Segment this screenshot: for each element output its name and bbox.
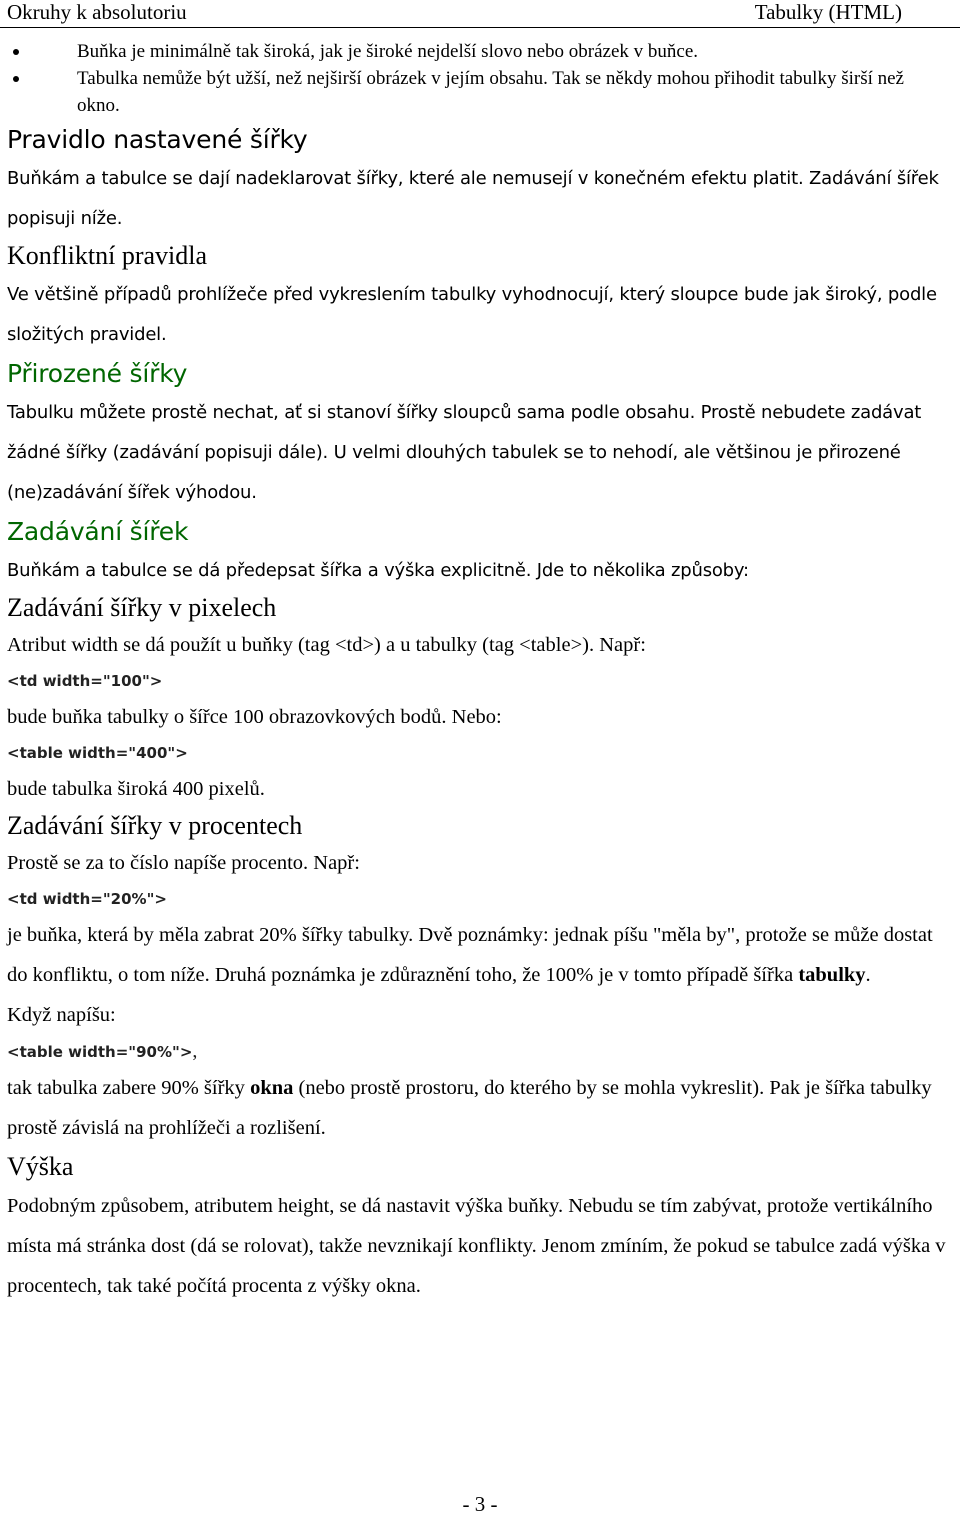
heading-procenta: Zadávání šířky v procentech [7,811,303,840]
page-header [0,0,960,28]
emphasis-okna: okna [250,1077,294,1099]
paragraph-procenta-1: Prostě se za to číslo napíše procento. Např: [7,852,360,874]
heading-vyska: Výška [7,1152,74,1181]
paragraph-procenta-3: Když napíšu: [7,1004,116,1026]
paragraph-procenta-4: tak tabulka zabere 90% šířky okna (nebo prostě prostoru, do kterého by se mohla vykreslit). Pak je šířka tabulky prostě závislá na prohlížeči a rozlišení. [7,1077,932,1139]
bullet-icon [13,49,19,55]
code-snippet-table-400: <table width="400"> [7,744,188,762]
paragraph-procenta-2: je buňka, která by měla zabrat 20% šířky tabulky. Dvě poznámky: jednak píšu "měla by", protože se může dostat do konfliktu, o tom níže. Druhá poznámka je zdůraznění toho, že 100% je v tomto případě šířka tabulky. [7,924,933,986]
bullet-list [7,38,947,119]
header-course-title: Okruhy k absolutoriu [7,0,187,24]
page-content [7,38,947,1306]
bullet-icon [13,76,19,82]
heading-pixely: Zadávání šířky v pixelech [7,593,277,622]
paragraph-konflikt: Ve většině případů prohlížeče před vykreslením tabulky vyhodnocují, který sloupce bude jak široký, podle složitých pravidel. [7,284,937,345]
heading-prirozene: Přirozené šířky [7,359,188,388]
page-number: - 3 - [462,1492,498,1516]
paragraph-pravidlo: Buňkám a tabulce se dají nadeklarovat šířky, které ale nemusejí v konečném efektu platit. Zadávání šířek popisuji níže. [7,168,939,229]
heading-konflikt: Konfliktní pravidla [7,241,208,270]
paragraph-prirozene: Tabulku můžete prostě nechat, ať si stanoví šířky sloupců sama podle obsahu. Prostě nebudete zadávat žádné šířky (zadávání popisuji dále). U velmi dlouhých tabulek se to nehodí, ale většinou je přirozené (ne)zadávání šířek výhodou. [7,402,922,503]
paragraph-zadavani: Buňkám a tabulce se dá předepsat šířka a výška explicitně. Jde to několika způsoby: [7,560,749,581]
heading-pravidlo: Pravidlo nastavené šířky [7,125,308,154]
list-item: Buňka je minimálně tak široká, jak je široké nejdelší slovo nebo obrázek v buňce. [77,38,947,65]
code-snippet-table-90pct: <table width="90%">, [7,1040,198,1062]
code-snippet-td-100: <td width="100"> [7,672,163,690]
paragraph-pixely-1: Atribut width se dá použít u buňky (tag <td>) a u tabulky (tag <table>). Např: [7,634,646,656]
code-snippet-td-20pct: <td width="20%"> [7,890,167,908]
list-item: Tabulka nemůže být užší, než nejširší obrázek v jejím obsahu. Tak se někdy mohou přihodit tabulky širší než okno. [77,65,947,119]
header-chapter-title: Tabulky (HTML) [754,0,902,24]
paragraph-pixely-2: bude buňka tabulky o šířce 100 obrazovkových bodů. Nebo: [7,706,502,728]
paragraph-pixely-3: bude tabulka široká 400 pixelů. [7,778,265,800]
heading-zadavani: Zadávání šířek [7,517,189,546]
paragraph-vyska: Podobným způsobem, atributem height, se dá nastavit výška buňky. Nebudu se tím zabývat, protože vertikálního místa má stránka dost (dá se rolovat), takže nevznikají konflikty. Jenom zmíním, že pokud se tabulce zadá výška v procentech, tak také počítá procenta z výšky okna. [7,1195,946,1297]
emphasis-tabulky: tabulky [798,964,866,986]
